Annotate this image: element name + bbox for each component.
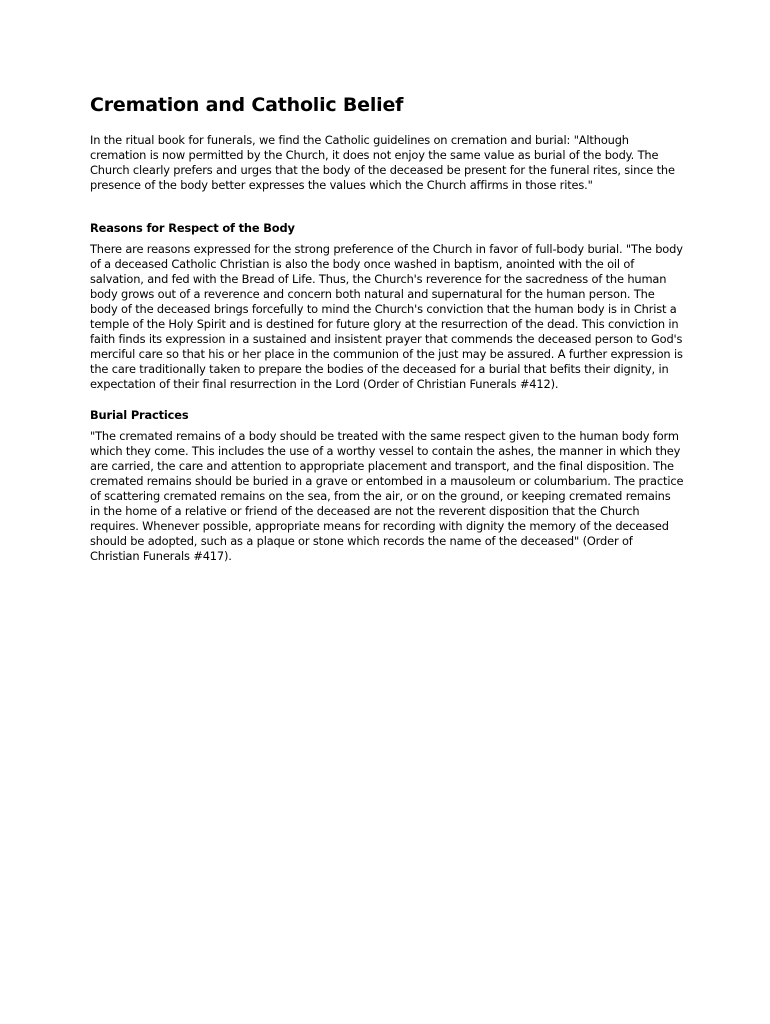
section-reasons: [90, 221, 684, 392]
intro-paragraph: In the ritual book for funerals, we find the Catholic guidelines on cremation and burial: "Although cremation is now permitted by the Church, it does not enjoy the same value as burial of the body. The Church clearly prefers and urges that the body of the deceased be present for the funeral rites, since the presence of the body better expresses the values which the Church affirms in those rites.": [90, 133, 675, 192]
section-heading-burial-practices: Burial Practices: [90, 408, 189, 422]
section-body-burial-practices: "The cremated remains of a body should be treated with the same respect given to the human body form which they come. This includes the use of a worthy vessel to contain the ashes, the manner in which they are carried, the care and attention to appropriate placement and transport, and the final disposition. The cremated remains should be buried in a grave or entombed in a mausoleum or columbarium. The practice of scattering cremated remains on the sea, from the air, or on the ground, or keeping cremated remains in the home of a relative or friend of the deceased are not the reverent disposition that the Church requires. Whenever possible, appropriate means for recording with dignity the memory of the deceased should be adopted, such as a plaque or stone which records the name of the deceased" (Order of Christian Funerals #417).: [90, 429, 684, 563]
section-body-reasons: There are reasons expressed for the strong preference of the Church in favor of full-body burial. "The body of a deceased Catholic Christian is also the body once washed in baptism, anointed with the oil of salvation, and fed with the Bread of Life. Thus, the Church's reverence for the sacredness of the human body grows out of a reverence and concern both natural and supernatural for the human person. The body of the deceased brings forcefully to mind the Church's conviction that the human body is in Christ a temple of the Holy Spirit and is destined for future glory at the resurrection of the dead. This conviction in faith finds its expression in a sustained and insistent prayer that commends the deceased person to God's merciful care so that his or her place in the communion of the just may be assured. A further expression is the care traditionally taken to prepare the bodies of the deceased for a burial that befits their dignity, in expectation of their final resurrection in the Lord (Order of Christian Funerals #412).: [90, 242, 683, 391]
page-title: Cremation and Catholic Belief: [90, 94, 404, 116]
section-heading-reasons: Reasons for Respect of the Body: [90, 221, 295, 235]
document-page: [90, 88, 684, 580]
section-burial-practices: [90, 408, 684, 564]
